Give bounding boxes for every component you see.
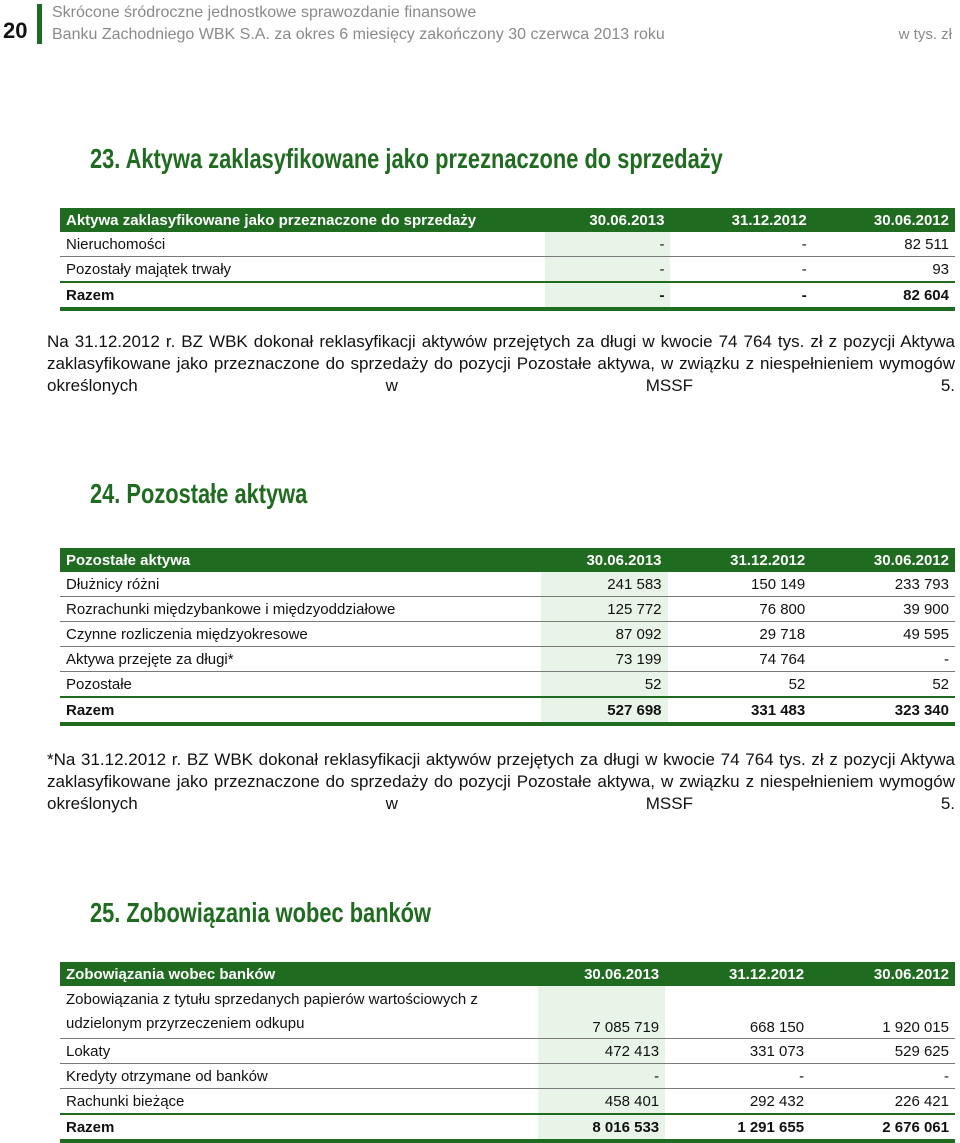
column-header-2012-06: 30.06.2012 xyxy=(810,962,955,986)
column-header-label: Aktywa zaklasyfikowane jako przeznaczone do sprzedaży xyxy=(60,208,545,232)
table-total-row xyxy=(60,697,955,724)
cell-2013-06: 52 xyxy=(541,672,667,698)
table-row xyxy=(60,647,955,672)
column-header-2012-12: 31.12.2012 xyxy=(670,208,812,232)
cell-2012-06: 1 920 015 xyxy=(810,986,955,1039)
cell-2012-12: 292 432 xyxy=(665,1089,810,1115)
cell-2013-06: - xyxy=(538,1064,665,1089)
header-title-line2: Banku Zachodniego WBK S.A. za okres 6 miesięcy zakończony 30 czerwca 2013 roku xyxy=(52,26,665,43)
cell-2012-06: 226 421 xyxy=(810,1089,955,1115)
cell-2012-12: 52 xyxy=(668,672,812,698)
cell-2012-06: - xyxy=(810,1064,955,1089)
cell-2012-12: 76 800 xyxy=(668,597,812,622)
header-accent-bar xyxy=(37,4,42,44)
total-2012-12: - xyxy=(670,282,812,309)
cell-2012-06: 82 511 xyxy=(813,232,955,257)
total-2012-12: 1 291 655 xyxy=(665,1114,810,1141)
total-2012-12: 331 483 xyxy=(668,697,812,724)
page-number: 20 xyxy=(3,18,28,43)
row-label: Czynne rozliczenia międzyokresowe xyxy=(60,622,541,647)
table-assets-held-for-sale xyxy=(60,208,955,311)
header-unit: w tys. zł xyxy=(898,26,952,43)
header-title-line1: Skrócone śródroczne jednostkowe sprawozdanie finansowe xyxy=(52,4,477,21)
total-2013-06: - xyxy=(545,282,670,309)
cell-2013-06: 241 583 xyxy=(541,572,667,597)
total-label: Razem xyxy=(60,282,545,309)
total-2012-06: 2 676 061 xyxy=(810,1114,955,1141)
row-label: Zobowiązania z tytułu sprzedanych papierów wartościowych z udzielonym przyrzeczeniem odkupu xyxy=(60,986,538,1039)
table-header-row xyxy=(60,208,955,232)
table-row xyxy=(60,1089,955,1115)
table-other-assets xyxy=(60,548,955,726)
cell-2012-06: 93 xyxy=(813,257,955,283)
total-2012-06: 82 604 xyxy=(813,282,955,309)
column-header-label: Zobowiązania wobec banków xyxy=(60,962,538,986)
column-header-2012-06: 30.06.2012 xyxy=(811,548,955,572)
cell-2013-06: 7 085 719 xyxy=(538,986,665,1039)
table-total-row xyxy=(60,282,955,309)
total-label: Razem xyxy=(60,1114,538,1141)
column-header-label: Pozostałe aktywa xyxy=(60,548,541,572)
column-header-2013-06: 30.06.2013 xyxy=(538,962,665,986)
row-label: Kredyty otrzymane od banków xyxy=(60,1064,538,1089)
cell-2012-12: - xyxy=(670,232,812,257)
table-row xyxy=(60,1039,955,1064)
table-row xyxy=(60,597,955,622)
cell-2013-06: 73 199 xyxy=(541,647,667,672)
table-header-row xyxy=(60,962,955,986)
column-header-2013-06: 30.06.2013 xyxy=(545,208,670,232)
total-label: Razem xyxy=(60,697,541,724)
cell-2012-12: - xyxy=(665,1064,810,1089)
table-row xyxy=(60,986,955,1039)
section-25-title: 25. Zobowiązania wobec banków xyxy=(90,897,432,928)
row-label: Dłużnicy różni xyxy=(60,572,541,597)
column-header-2012-12: 31.12.2012 xyxy=(668,548,812,572)
table-row xyxy=(60,672,955,698)
cell-2012-12: 150 149 xyxy=(668,572,812,597)
cell-2013-06: 87 092 xyxy=(541,622,667,647)
cell-2012-12: 29 718 xyxy=(668,622,812,647)
cell-2013-06: - xyxy=(545,257,670,283)
cell-2012-06: 39 900 xyxy=(811,597,955,622)
total-2012-06: 323 340 xyxy=(811,697,955,724)
section-24-note: *Na 31.12.2012 r. BZ WBK dokonał reklasyfikacji aktywów przejętych za długi w kwocie 74 764 tys. zł z pozycji Aktywa zaklasyfikowane jako przeznaczone do sprzedaży do pozycji Pozostałe aktywa, w związku z niespełnieniem wymogów określonych w MSSF 5. xyxy=(47,750,955,813)
cell-2012-12: 331 073 xyxy=(665,1039,810,1064)
cell-2012-06: 52 xyxy=(811,672,955,698)
column-header-2012-06: 30.06.2012 xyxy=(813,208,955,232)
table-liabilities-to-banks xyxy=(60,962,955,1143)
cell-2013-06: 125 772 xyxy=(541,597,667,622)
cell-2013-06: 458 401 xyxy=(538,1089,665,1115)
cell-2012-06: 49 595 xyxy=(811,622,955,647)
row-label: Pozostałe xyxy=(60,672,541,698)
row-label: Nieruchomości xyxy=(60,232,545,257)
total-2013-06: 527 698 xyxy=(541,697,667,724)
cell-2012-06: 529 625 xyxy=(810,1039,955,1064)
column-header-2013-06: 30.06.2013 xyxy=(541,548,667,572)
table-total-row xyxy=(60,1114,955,1141)
column-header-2012-12: 31.12.2012 xyxy=(665,962,810,986)
row-label: Rachunki bieżące xyxy=(60,1089,538,1115)
page-header xyxy=(0,0,960,48)
cell-2012-06: - xyxy=(811,647,955,672)
section-23-title: 23. Aktywa zaklasyfikowane jako przeznaczone do sprzedaży xyxy=(90,143,723,174)
table-row xyxy=(60,572,955,597)
cell-2012-12: 668 150 xyxy=(665,986,810,1039)
row-label: Pozostały majątek trwały xyxy=(60,257,545,283)
table-row xyxy=(60,257,955,283)
table-header-row xyxy=(60,548,955,572)
cell-2013-06: 472 413 xyxy=(538,1039,665,1064)
cell-2012-06: 233 793 xyxy=(811,572,955,597)
table-row xyxy=(60,1064,955,1089)
total-2013-06: 8 016 533 xyxy=(538,1114,665,1141)
table-row xyxy=(60,232,955,257)
cell-2012-12: 74 764 xyxy=(668,647,812,672)
cell-2012-12: - xyxy=(670,257,812,283)
cell-2013-06: - xyxy=(545,232,670,257)
row-label: Aktywa przejęte za długi* xyxy=(60,647,541,672)
section-24-title: 24. Pozostałe aktywa xyxy=(90,478,308,509)
table-row xyxy=(60,622,955,647)
row-label: Lokaty xyxy=(60,1039,538,1064)
row-label: Rozrachunki międzybankowe i międzyoddziałowe xyxy=(60,597,541,622)
section-23-note: Na 31.12.2012 r. BZ WBK dokonał reklasyfikacji aktywów przejętych za długi w kwocie 74 764 tys. zł z pozycji Aktywa zaklasyfikowane jako przeznaczone do sprzedaży do pozycji Pozostałe aktywa, w związku z niespełnieniem wymogów określonych w MSSF 5. xyxy=(47,332,955,395)
